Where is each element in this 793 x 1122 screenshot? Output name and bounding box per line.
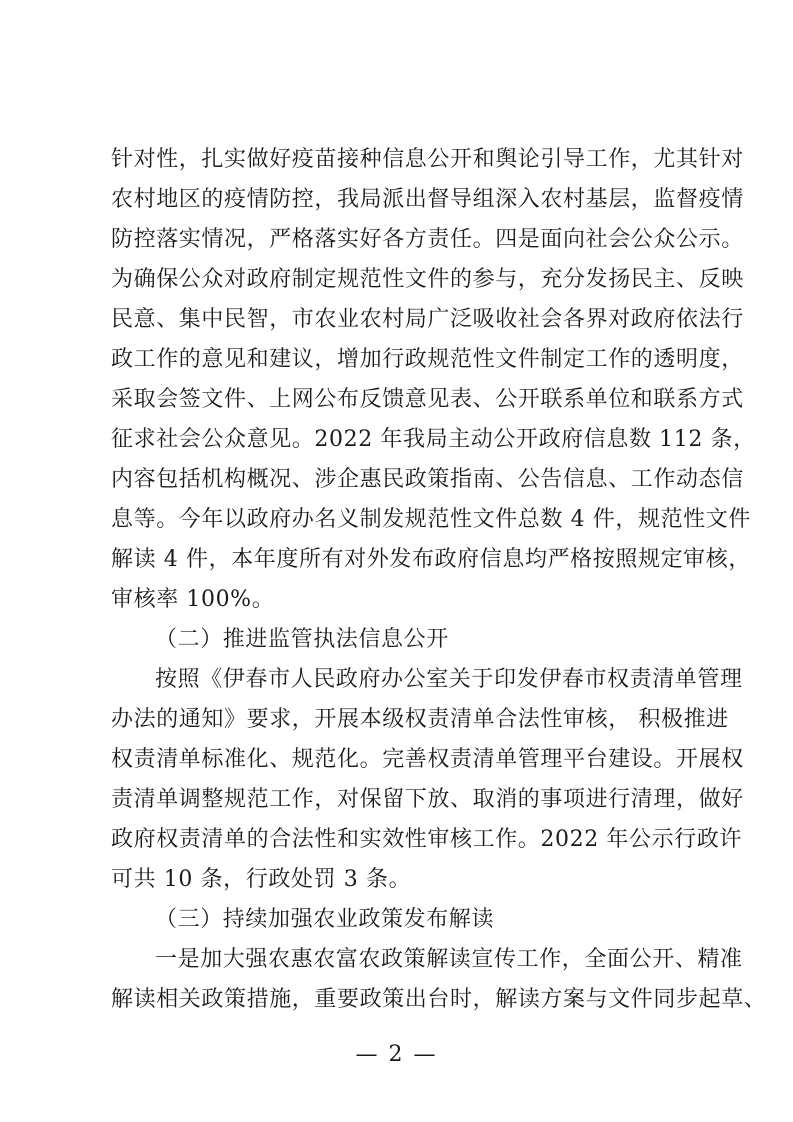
body-line: 解读相关政策措施，重要政策出台时，解读方案与文件同步起草、 <box>111 987 767 1012</box>
page-number: — 2 — <box>355 1042 438 1067</box>
body-line: 一是加大强农惠农富农政策解读宣传工作，全面公开、精准 <box>155 947 743 972</box>
section-heading: （三）持续加强农业政策发布解读 <box>155 907 495 932</box>
body-line: 责清单调整规范工作，对保留下放、取消的事项进行清理，做好 <box>111 787 744 812</box>
body-line: 权责清单标准化、规范化。完善权责清单管理平台建设。开展权 <box>111 747 744 772</box>
body-line: 可共 10 条，行政处罚 3 条。 <box>111 867 412 892</box>
body-line: 息等。今年以政府办名义制发规范性文件总数 4 件，规范性文件 <box>111 507 751 532</box>
body-line: 采取会签文件、上网公布反馈意见表、公开联系单位和联系方式 <box>111 387 744 412</box>
body-line: 防控落实情况，严格落实好各方责任。四是面向社会公众公示。 <box>111 227 744 252</box>
section-heading: （二）推进监管执法信息公开 <box>155 627 449 652</box>
body-line: 政工作的意见和建议，增加行政规范性文件制定工作的透明度， <box>111 347 744 372</box>
body-line: 为确保公众对政府制定规范性文件的参与，充分发扬民主、反映 <box>111 267 744 292</box>
body-line: 针对性，扎实做好疫苗接种信息公开和舆论引导工作，尤其针对 <box>111 147 744 172</box>
body-line: 民意、集中民智，市农业农村局广泛吸收社会各界对政府依法行 <box>111 307 744 332</box>
body-line: 审核率 100%。 <box>111 587 275 612</box>
body-line: 办法的通知》要求，开展本级权责清单合法性审核， 积极推进 <box>111 707 729 732</box>
body-line: 农村地区的疫情防控，我局派出督导组深入农村基层，监督疫情 <box>111 187 744 212</box>
body-line: 政府权责清单的合法性和实效性审核工作。2022 年公示行政许 <box>111 827 742 852</box>
body-line: 按照《伊春市人民政府办公室关于印发伊春市权责清单管理 <box>155 667 743 692</box>
body-line: 征求社会公众意见。2022 年我局主动公开政府信息数 112 条， <box>111 427 756 452</box>
body-line: 解读 4 件，本年度所有对外发布政府信息均严格按照规定审核， <box>111 547 751 572</box>
body-line: 内容包括机构概况、涉企惠民政策指南、公告信息、工作动态信 <box>111 467 744 492</box>
